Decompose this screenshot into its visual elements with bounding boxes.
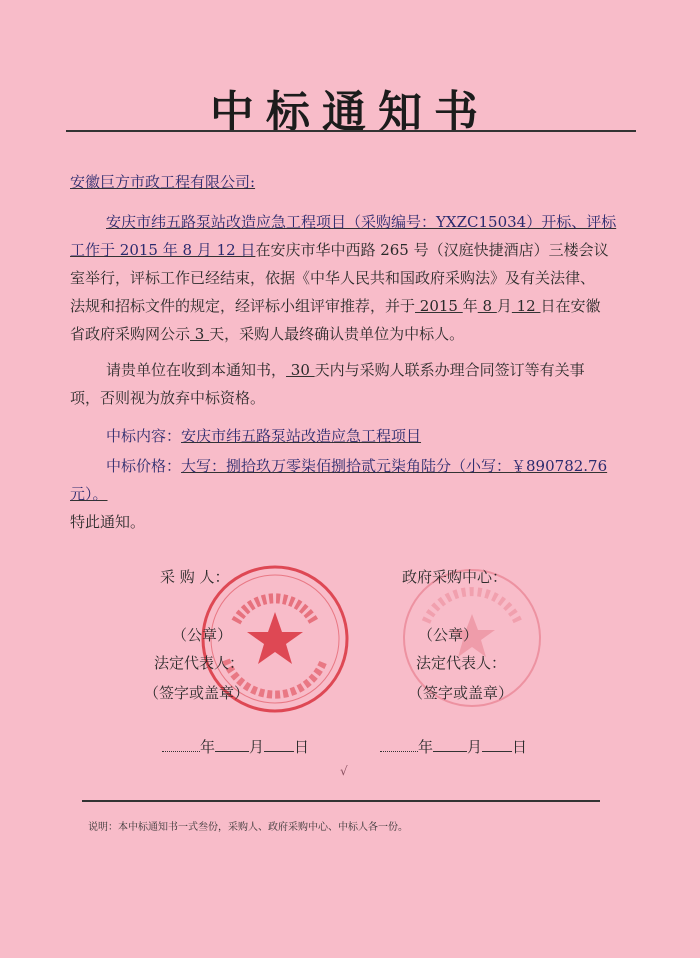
project-text: 安庆市纬五路泵站改造应急工程项目（采购编号：YXZC15034）开标、评标 (106, 213, 617, 231)
footnote: 说明：本中标通知书一式叁份，采购人、政府采购中心、中标人各一份。 (88, 822, 408, 833)
purchaser-representative-label: 法定代表人： (154, 654, 245, 672)
footer-rule (82, 800, 600, 802)
year-label: 年 (418, 738, 434, 756)
award-price-label: 中标价格： (106, 457, 182, 475)
paragraph-1-line-2 (70, 240, 609, 260)
addressee-name: 安徽巨方市政工程有限公司: (70, 173, 256, 191)
text-fragment: 法规和招标文件的规定，经评标小组评审推荐，并于 (70, 297, 416, 315)
check-mark: √ (340, 764, 348, 778)
text-fragment: 室举行，评标工作已经结束，依据《中华人民共和国政府采购法》及有关法律、 (70, 269, 596, 287)
text-fragment: 在安庆市华中西路 265 号（汉庭快捷酒店）三楼会议 (255, 241, 609, 259)
center-date (380, 736, 527, 757)
month-label: 月 (467, 738, 483, 756)
document-title: 中标通知书 (210, 87, 490, 138)
year-label: 年 (200, 738, 216, 756)
day-value: 12 (511, 297, 541, 315)
text-fragment: 日在安徽 (540, 297, 601, 315)
purchaser-date (162, 736, 309, 757)
award-content (106, 426, 421, 446)
paragraph-1-line-3 (70, 268, 595, 288)
center-seal-label: （公章） (418, 626, 479, 644)
year-value: 2015 (415, 297, 463, 315)
purchaser-label: 采 购 人： (160, 568, 230, 586)
addressee (70, 172, 255, 192)
award-price-value: 大写：捌拾玖万零柒佰捌拾贰元柒角陆分（小写：￥890782.76 (181, 457, 608, 475)
month-value: 8 (477, 297, 497, 315)
award-price-cont (70, 484, 108, 504)
award-price (106, 456, 607, 476)
award-price-value-cont: 元）。 (70, 485, 108, 503)
text-fragment: 天内与采购人联系办理合同签订等有关事 (314, 361, 585, 379)
month-label: 月 (249, 738, 265, 756)
text-fragment: 年 (462, 297, 478, 315)
days-value: 3 (190, 325, 210, 343)
text-fragment: 省政府采购网公示 (70, 325, 191, 343)
day-label: 日 (294, 738, 310, 756)
center-representative-label: 法定代表人： (416, 654, 507, 672)
paragraph-1-line-5 (70, 324, 464, 344)
procurement-center-label: 政府采购中心： (402, 568, 508, 586)
title-rule (66, 130, 636, 132)
contract-days-value: 30 (286, 361, 315, 379)
day-label: 日 (512, 738, 528, 756)
center-signature-label: （签字或盖章） (408, 684, 514, 702)
paragraph-1-line-1 (106, 212, 616, 232)
paragraph-1-line-4 (70, 296, 601, 316)
text-fragment: 请贵单位在收到本通知书， (106, 361, 287, 379)
text-fragment: 工作于 (70, 241, 116, 259)
purchaser-signature-label: （签字或盖章） (144, 684, 250, 702)
text-fragment: 月 (496, 297, 512, 315)
purchaser-seal-label: （公章） (172, 626, 233, 644)
text-fragment: 天，采购人最终确认贵单位为中标人。 (209, 325, 465, 343)
closing (70, 512, 145, 532)
paragraph-2-line-1 (106, 360, 585, 380)
text-fragment: 项，否则视为放弃中标资格。 (70, 389, 266, 407)
award-content-value: 安庆市纬五路泵站改造应急工程项目 (181, 427, 422, 445)
award-content-label: 中标内容： (106, 427, 182, 445)
paragraph-2-line-2 (70, 388, 265, 408)
closing-text: 特此通知。 (70, 513, 146, 531)
date-fragment: 2015 年 8 月 12 日 (115, 241, 256, 259)
